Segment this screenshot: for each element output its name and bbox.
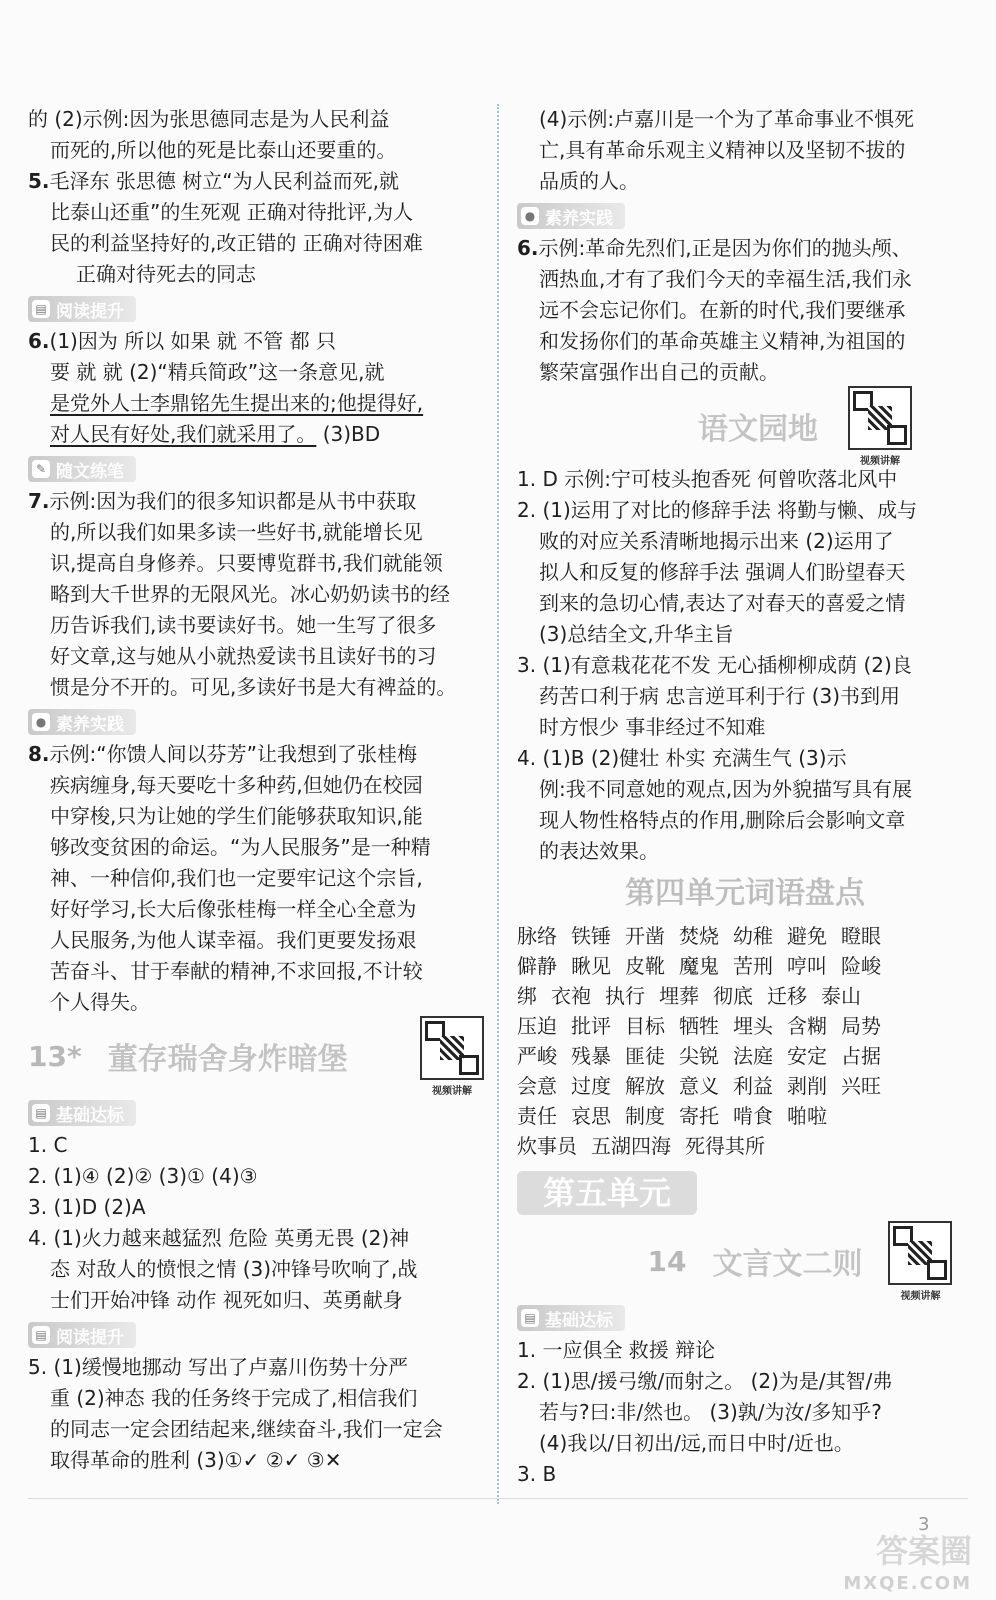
vocab-row [517, 1071, 973, 1101]
vocab-word: 局势 [841, 1014, 881, 1038]
answer-line: 1. C [28, 1133, 68, 1157]
answer-line: 的 (2)示例:因为张思德同志是为人民利益 [28, 107, 390, 131]
vocab-word: 匪徒 [625, 1044, 665, 1068]
answer-line: 亡,具有革命乐观主义精神以及坚韧不拔的 [539, 138, 906, 162]
answer-line: 而死的,所以他的死是比泰山还要重的。 [50, 138, 397, 162]
vocab-word: 焚烧 [679, 924, 719, 948]
vocab-word: 过度 [571, 1074, 611, 1098]
answer-line: 好文章,这与她从小就热爱读书且读好书的习 [50, 644, 437, 668]
answer-line: 中穿梭,只为让她的学生们能够获取知识,能 [50, 804, 423, 828]
vocab-word: 残暴 [571, 1044, 611, 1068]
section-practice [28, 709, 136, 735]
answer-line: 个人得失。 [50, 990, 150, 1014]
answer-line: 5. (1)缓慢地挪动 写出了卢嘉川伤势十分严 [28, 1355, 409, 1379]
question-number: 7. [28, 489, 50, 513]
vocab-word: 占据 [841, 1044, 881, 1068]
answer-line: 的,所以我们如果多读一些好书,就能增长见 [50, 520, 423, 544]
answer-line: 和发扬你们的革命英雄主义精神,为祖国的 [539, 329, 906, 353]
qr-caption: 视频讲解 [432, 1085, 472, 1097]
answer-line: 品质的人。 [539, 169, 639, 193]
section-basic [517, 1305, 625, 1331]
answer-line: 2. (1)运用了对比的修辞手法 将勤与懒、成与 [517, 498, 918, 522]
watermark-logo: 答案圈 [875, 1532, 972, 1570]
vocab-word: 剥削 [787, 1074, 827, 1098]
video-qr[interactable] [848, 386, 912, 467]
vocab-word: 严峻 [517, 1044, 557, 1068]
section-label: 阅读提升 [56, 301, 124, 322]
vocab-word: 执行 [605, 984, 645, 1008]
page-number: 3 [918, 1514, 930, 1535]
answer-line: 重 (2)神态 我的任务终于完成了,相信我们 [50, 1386, 418, 1410]
answer-line: 态 对敌人的愤恨之情 (3)冲锋号吹响了,战 [50, 1257, 418, 1281]
section-reading-2 [28, 1322, 136, 1348]
vocab-word: 埋葬 [659, 984, 699, 1008]
lightbulb-icon: ● [521, 207, 539, 225]
unit-banner: 第五单元 [517, 1171, 697, 1215]
vocab-word: 安定 [787, 1044, 827, 1068]
video-qr[interactable] [420, 1016, 484, 1097]
vocab-word: 僻静 [517, 954, 557, 978]
vocab-word: 啃食 [733, 1104, 773, 1128]
vocab-word: 责任 [517, 1104, 557, 1128]
vocab-word: 利益 [733, 1074, 773, 1098]
answer-line: 3. (1)D (2)A [28, 1195, 146, 1219]
answer-q5 [28, 166, 484, 197]
answer-line: (3)总结全文,升华主旨 [539, 622, 734, 646]
right-column [517, 104, 973, 1490]
watermark-url: MXQE.COM [843, 1573, 972, 1594]
answer-line: 历告诉我们,读书要读好书。她一生写了很多 [50, 613, 437, 637]
lesson-title: 董存瑞舍身炸暗堡 [107, 1042, 348, 1077]
question-number: 6. [517, 236, 539, 260]
vocab-word: 开凿 [625, 924, 665, 948]
vocab-row [517, 951, 973, 981]
answer-line: 若与?曰:非/然也。 (3)孰/为汝/多知乎? [539, 1400, 882, 1424]
vocab-word: 铁锤 [571, 924, 611, 948]
lesson-number: 14 [647, 1244, 687, 1278]
qr-caption: 视频讲解 [860, 455, 900, 467]
document-icon: ▤ [521, 1309, 539, 1327]
answer-line: 略到大千世界的无限风光。冰心奶奶读书的经 [50, 582, 450, 606]
answer-line: 到来的急切心情,表达了对春天的喜爱之情 [539, 591, 906, 615]
answer-line: 苦奋斗、甘于奉献的精神,不求回报,不计较 [50, 959, 423, 983]
vocab-word: 解放 [625, 1074, 665, 1098]
answer-line: 1. D 示例:宁可枝头抱香死 何曾吹落北风中 [517, 467, 898, 491]
qr-code-icon [848, 386, 912, 450]
section-label: 素养实践 [56, 714, 124, 735]
vocab-word: 彻底 [713, 984, 753, 1008]
lesson-number: 13* [28, 1039, 82, 1073]
vocab-word: 炊事员 [517, 1134, 577, 1158]
answer-line: (4)示例:卢嘉川是一个为了革命事业不惧死 [539, 107, 915, 131]
vocab-row [517, 921, 973, 951]
answer-line: 的同志一定会团结起来,继续奋斗,我们一定会 [50, 1417, 443, 1441]
answer-line: 的表达效果。 [539, 839, 659, 863]
section-practice [517, 203, 625, 229]
answer-text: 毛泽东 张思德 树立“为人民利益而死,就 [49, 169, 399, 193]
answer-line: 要 就 就 (2)“精兵简政”这一条意见,就 [50, 360, 385, 384]
vocab-word: 迁移 [767, 984, 807, 1008]
document-icon: ▤ [32, 1104, 50, 1122]
book-icon: ▤ [32, 1326, 50, 1344]
section-reading [28, 296, 136, 322]
vocab-word: 苦刑 [733, 954, 773, 978]
answer-line: (4)我以/日初出/远,而日中时/近也。 [539, 1431, 854, 1455]
vocab-word: 兴旺 [841, 1074, 881, 1098]
section-label: 基础达标 [545, 1310, 613, 1331]
vocab-word: 绑 [517, 984, 537, 1008]
answer-line: 2. (1)④ (2)② (3)① (4)③ [28, 1164, 258, 1188]
answer-q8 [28, 739, 484, 770]
section-basic [28, 1100, 136, 1126]
vocab-word: 会意 [517, 1074, 557, 1098]
question-number: 5. [28, 169, 50, 193]
answer-line [28, 419, 484, 450]
answer-line: 民的利益坚持好的,改正错的 正确对待困难 [50, 231, 423, 255]
answer-line: 好好学习,长大后像张桂梅一样全心全意为 [50, 897, 417, 921]
book-icon: ▤ [32, 300, 50, 318]
qr-code-icon [420, 1016, 484, 1080]
vocab-word: 哀思 [571, 1104, 611, 1128]
footer-divider [28, 1498, 968, 1499]
answer-line: 惯是分不开的。可见,多读好书是大有裨益的。 [50, 675, 457, 699]
answer-line: 3. B [517, 1462, 557, 1486]
pencil-icon: ✎ [32, 460, 50, 478]
section-label: 随文练笔 [56, 461, 124, 482]
answer-line: 神、一种信仰,我们也一定要牢记这个宗旨, [50, 866, 423, 890]
answer-line: 现人物性格特点的作用,删除后会影响文章 [539, 808, 906, 832]
vocab-word: 瞅见 [571, 954, 611, 978]
vocab-word: 皮靴 [625, 954, 665, 978]
vocab-word: 意义 [679, 1074, 719, 1098]
answer-line: 识,提高自身修养。只要博览群书,我们就能领 [50, 551, 443, 575]
lesson-title: 文言文二则 [712, 1247, 863, 1282]
vocab-word: 脉络 [517, 924, 557, 948]
vocab-word: 压迫 [517, 1014, 557, 1038]
answer-line: 4. (1)B (2)健壮 朴实 充满生气 (3)示 [517, 746, 847, 770]
vocab-word: 泰山 [821, 984, 861, 1008]
answer-text: 示例:因为我们的很多知识都是从书中获取 [49, 489, 417, 513]
answer-line: 疾病缠身,每天要吃十多种药,但她仍在校园 [50, 773, 423, 797]
answer-line: 正确对待死去的同志 [76, 262, 256, 286]
answer-text: 示例:“你馈人间以芬芳”让我想到了张桂梅 [49, 742, 417, 766]
lesson-14-header [517, 1229, 973, 1302]
vocab-row [517, 1011, 973, 1041]
vocab-row [517, 1131, 973, 1161]
vocab-word: 哼叫 [787, 954, 827, 978]
qr-caption: 视频讲解 [900, 1290, 941, 1302]
answer-line: 比泰山还重”的生死观 正确对待批评,为人 [50, 200, 414, 224]
vocab-word: 避免 [787, 924, 827, 948]
vocab-word: 含糊 [787, 1014, 827, 1038]
answer-line: 2. (1)思/援弓缴/而射之。 (2)为是/其智/弗 [517, 1369, 893, 1393]
answer-line: 取得革命的胜利 (3)①✓ ②✓ ③✕ [50, 1448, 342, 1472]
answer-line: 3. (1)有意栽花花不发 无心插柳柳成荫 (2)良 [517, 653, 912, 677]
vocab-word: 衣袍 [551, 984, 591, 1008]
answer-line: 人民服务,为他人谋幸福。我们更要发扬艰 [50, 928, 417, 952]
section-label: 素养实践 [545, 208, 613, 229]
lesson-13-header [28, 1024, 484, 1097]
vocab-word: 制度 [625, 1104, 665, 1128]
garden-header [517, 394, 973, 467]
section-writing [28, 456, 136, 482]
answer-line: 洒热血,才有了我们今天的幸福生活,我们永 [539, 267, 912, 291]
lightbulb-icon: ● [32, 713, 50, 731]
vocab-word: 批评 [571, 1014, 611, 1038]
answer-line: 时方恨少 事非经过不知难 [539, 715, 766, 739]
vocab-row [517, 1041, 973, 1071]
answer-line: 够改变贫困的命运。“为人民服务”是一种精 [50, 835, 431, 859]
vocab-word: 幼稚 [733, 924, 773, 948]
vocab-word: 法庭 [733, 1044, 773, 1068]
answer-text: 示例:革命先烈们,正是因为你们的抛头颅、 [538, 236, 912, 260]
vocab-word: 啪啦 [787, 1104, 827, 1128]
vocab-row [517, 981, 973, 1011]
vocab-title: 第四单元词语盘点 [625, 876, 865, 911]
answer-line: 药苦口利于病 忠言逆耳利于行 (3)书到用 [539, 684, 901, 708]
answer-q6 [517, 233, 973, 264]
vocab-word: 死得其所 [685, 1134, 765, 1158]
answer-q7 [28, 486, 484, 517]
answer-text: (1)因为 所以 如果 就 不管 都 只 [49, 329, 336, 353]
question-number: 8. [28, 742, 50, 766]
question-number: 6. [28, 329, 50, 353]
vocab-word: 尖锐 [679, 1044, 719, 1068]
answer-line: 拟人和反复的修辞手法 强调人们盼望春天 [539, 560, 906, 584]
answer-line: 败的对应关系清晰地揭示出来 (2)运用了 [539, 529, 894, 553]
answer-line: 4. (1)火力越来越猛烈 危险 英勇无畏 (2)神 [28, 1226, 410, 1250]
vocab-word: 目标 [625, 1014, 665, 1038]
vocab-word: 瞪眼 [841, 924, 881, 948]
vocab-word: 牺牲 [679, 1014, 719, 1038]
vocab-word: 五湖四海 [591, 1134, 671, 1158]
vocab-word: 埋头 [733, 1014, 773, 1038]
vocab-list [517, 921, 973, 1161]
garden-title: 语文园地 [698, 412, 818, 447]
answer-line: 1. 一应俱全 救援 辩论 [517, 1338, 716, 1362]
underlined-text: 对人民有好处,我们就采用了。 [50, 422, 317, 446]
answer-line: 繁荣富强作出自己的贡献。 [539, 360, 779, 384]
column-divider [497, 104, 499, 1504]
answer-line: 远不会忘记你们。在新的时代,我们要继承 [539, 298, 906, 322]
section-label: 基础达标 [56, 1105, 124, 1126]
answer-line: 例:我不同意她的观点,因为外貌描写具有展 [539, 777, 913, 801]
answer-q6 [28, 326, 484, 357]
vocab-word: 寄托 [679, 1104, 719, 1128]
answer-text: (3)BD [316, 422, 381, 446]
video-qr[interactable] [888, 1221, 952, 1302]
section-label: 阅读提升 [56, 1327, 124, 1348]
answer-line-underlined: 是党外人士李鼎铭先生提出来的;他提得好, [50, 391, 424, 415]
vocab-row [517, 1101, 973, 1131]
vocab-word: 魔鬼 [679, 954, 719, 978]
answer-line: 士们开始冲锋 动作 视死如归、英勇献身 [50, 1288, 403, 1312]
qr-code-icon [888, 1221, 952, 1285]
left-column [28, 104, 484, 1476]
vocab-word: 险峻 [841, 954, 881, 978]
